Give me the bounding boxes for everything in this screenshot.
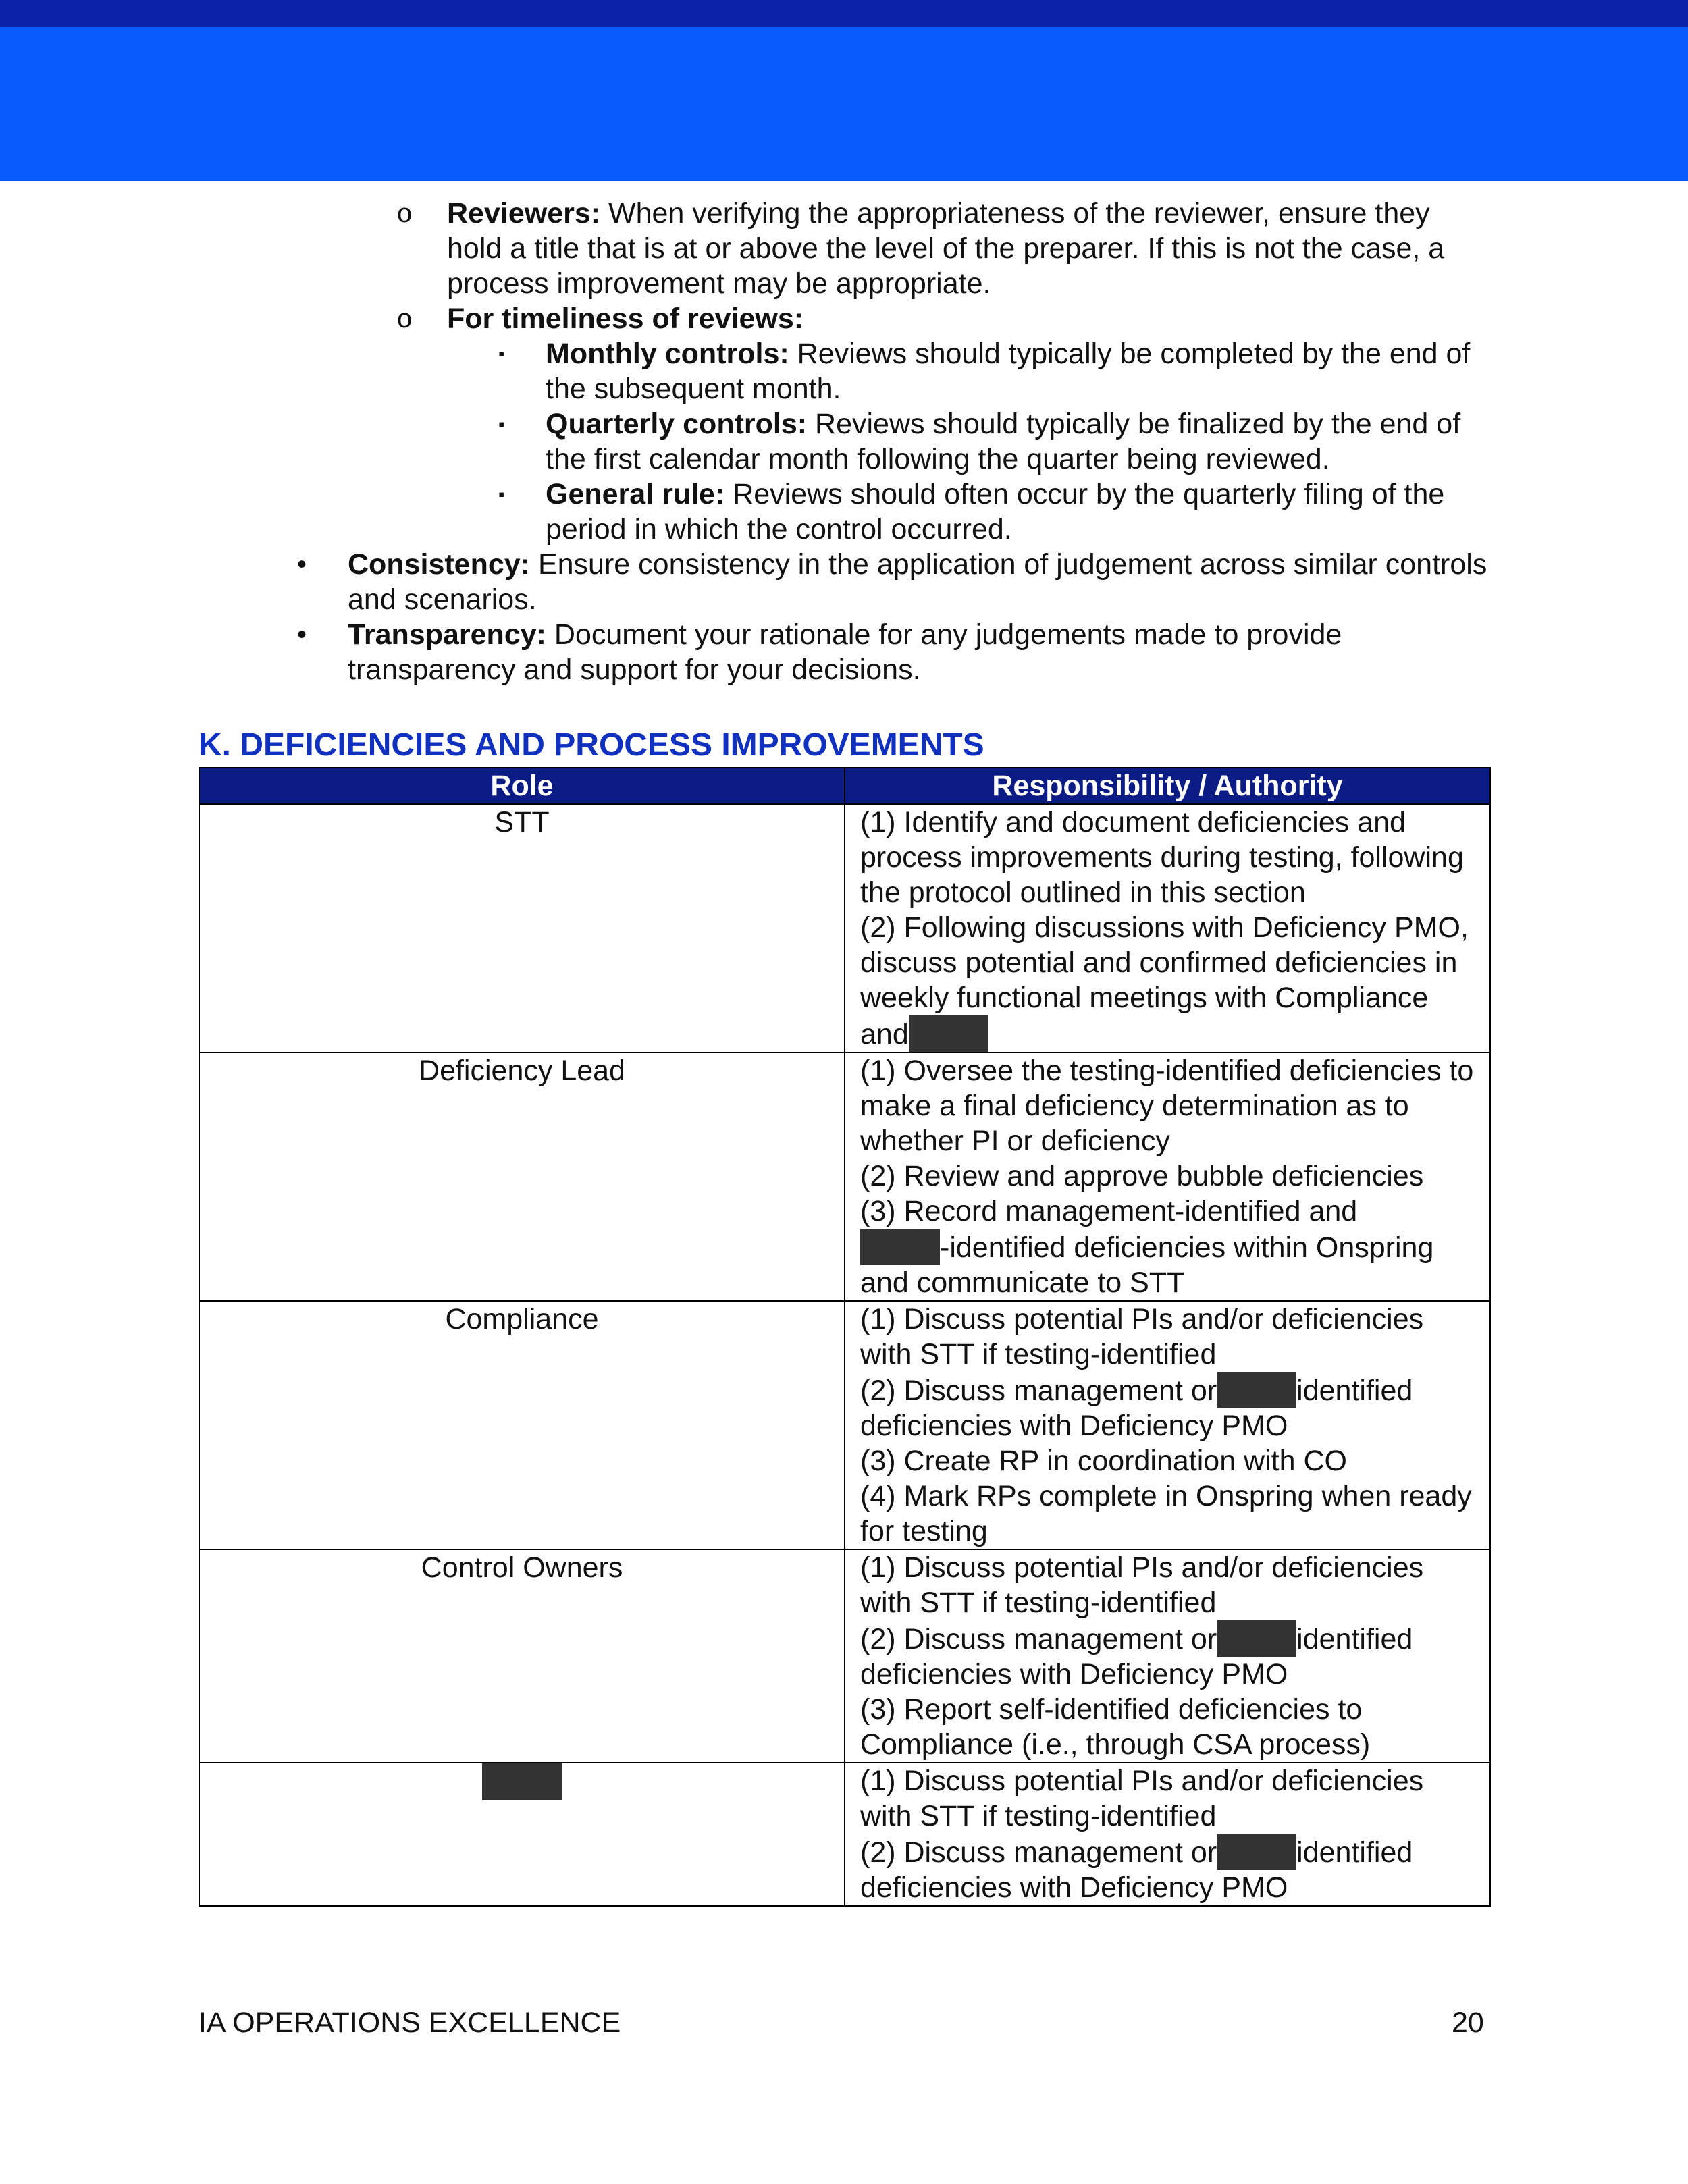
- list-item: [0, 301, 1487, 336]
- responsibility-cell: [845, 1053, 1490, 1301]
- list-item: [0, 617, 1496, 687]
- bullet-text: Reviews should typically be finalized by the end of the first calendar month following the quarter being reviewed.: [546, 408, 1461, 475]
- responsibility-line: (3) Report self-identified deficiencies to Compliance (i.e., through CSA process): [860, 1693, 1371, 1761]
- redaction-block: [1217, 1620, 1296, 1657]
- header-band-dark: [0, 0, 1688, 27]
- role-cell: STT: [199, 804, 845, 1053]
- redaction-block: [909, 1015, 988, 1052]
- section-heading: K. DEFICIENCIES AND PROCESS IMPROVEMENTS: [199, 727, 984, 763]
- bullet-label: Quarterly controls:: [546, 408, 808, 440]
- column-header-role: Role: [199, 768, 845, 804]
- bullet-text: Reviews should typically be completed by the end of the subsequent month.: [546, 338, 1471, 405]
- redaction-block: [860, 1229, 940, 1265]
- list-item: [0, 196, 1487, 301]
- responsibility-line: (1) Discuss potential PIs and/or deficiencies with STT if testing-identified: [860, 1551, 1424, 1619]
- responsibility-cell: [845, 1763, 1490, 1906]
- bullet-text: Ensure consistency in the application of judgement across similar controls and scenarios.: [348, 548, 1487, 616]
- bullet-text: Document your rationale for any judgements made to provide transparency and support for your decisions.: [348, 618, 1342, 686]
- responsibility-text: (2) Discuss management or: [860, 1836, 1217, 1869]
- responsibility-line: (4) Mark RPs complete in Onspring when ready for testing: [860, 1480, 1472, 1547]
- responsibility-line: (1) Discuss potential PIs and/or deficiencies with STT if testing-identified: [860, 1765, 1424, 1832]
- responsibility-table: [199, 767, 1491, 1907]
- list-item: [0, 477, 1491, 547]
- responsibility-cell: [845, 804, 1490, 1053]
- responsibility-line: [860, 910, 1480, 1052]
- square-bullet-icon: ▪: [498, 414, 505, 434]
- bullet-label: For timeliness of reviews:: [447, 302, 804, 335]
- dot-bullet-icon: •: [297, 550, 307, 579]
- bullet-label: Monthly controls:: [546, 338, 789, 370]
- bullet-label: Transparency:: [348, 618, 546, 651]
- table-row: [199, 1053, 1490, 1301]
- bullet-label: Consistency:: [348, 548, 531, 581]
- responsibility-text: (2) Following discussions with Deficiency PMO, discuss potential and confirmed deficiencies in weekly functional meetings with Compliance and: [860, 911, 1469, 1050]
- responsibility-line: [860, 1834, 1480, 1905]
- role-cell: Control Owners: [199, 1549, 845, 1763]
- list-item: [0, 406, 1491, 477]
- guidance-bullets: [0, 196, 1688, 687]
- redaction-block: [1217, 1372, 1296, 1408]
- dot-bullet-icon: •: [297, 620, 307, 649]
- header-band: [0, 27, 1688, 181]
- bullet-text: When verifying the appropriateness of the reviewer, ensure they hold a title that is at or above the level of the preparer. If this is not the case, a process improvement may be appropriate.: [447, 197, 1445, 300]
- responsibility-line: (3) Create RP in coordination with CO: [860, 1445, 1347, 1477]
- table-row: [199, 1301, 1490, 1549]
- bullet-label: General rule:: [546, 478, 725, 510]
- responsibility-text: identified deficiencies with Deficiency PMO: [860, 1375, 1413, 1442]
- responsibility-text: (2) Discuss management or: [860, 1375, 1217, 1407]
- responsibility-line: (2) Review and approve bubble deficiencies: [860, 1160, 1424, 1192]
- circle-bullet-icon: o: [397, 198, 413, 228]
- page-number: 20: [1452, 2006, 1484, 2039]
- table-row: [199, 1763, 1490, 1906]
- responsibility-line: (1) Discuss potential PIs and/or deficiencies with STT if testing-identified: [860, 1303, 1424, 1370]
- table-row: [199, 1549, 1490, 1763]
- responsibility-cell: [845, 1301, 1490, 1549]
- responsibility-text: (2) Discuss management or: [860, 1623, 1217, 1655]
- table-header-row: [199, 768, 1490, 804]
- column-header-responsibility: Responsibility / Authority: [845, 768, 1490, 804]
- list-item: [0, 547, 1496, 617]
- role-cell: Deficiency Lead: [199, 1053, 845, 1301]
- redaction-block: [1217, 1834, 1296, 1870]
- redaction-block: [482, 1763, 562, 1800]
- table-row: [199, 804, 1490, 1053]
- square-bullet-icon: ▪: [498, 344, 505, 364]
- responsibility-line: (1) Identify and document deficiencies and process improvements during testing, following the protocol outlined in this section: [860, 806, 1464, 909]
- bullet-text: Reviews should often occur by the quarterly filing of the period in which the control occurred.: [546, 478, 1445, 545]
- responsibility-line: [860, 1620, 1480, 1692]
- bullet-label: Reviewers:: [447, 197, 601, 230]
- responsibility-line: [860, 1229, 1480, 1300]
- responsibility-text: identified deficiencies with Deficiency PMO: [860, 1623, 1413, 1690]
- square-bullet-icon: ▪: [498, 484, 505, 504]
- responsibility-cell: [845, 1549, 1490, 1763]
- responsibility-text: -identified deficiencies within Onspring and communicate to STT: [860, 1231, 1434, 1299]
- list-item: [0, 336, 1491, 406]
- responsibility-line: (3) Record management-identified and: [860, 1195, 1358, 1227]
- responsibility-line: (1) Oversee the testing-identified deficiencies to make a final deficiency determination as to whether PI or deficiency: [860, 1055, 1474, 1157]
- responsibility-line: [860, 1372, 1480, 1443]
- responsibility-text: identified deficiencies with Deficiency PMO: [860, 1836, 1413, 1904]
- footer-title: IA OPERATIONS EXCELLENCE: [199, 2006, 621, 2039]
- circle-bullet-icon: o: [397, 304, 413, 334]
- role-cell: Compliance: [199, 1301, 845, 1549]
- role-cell: [199, 1763, 845, 1906]
